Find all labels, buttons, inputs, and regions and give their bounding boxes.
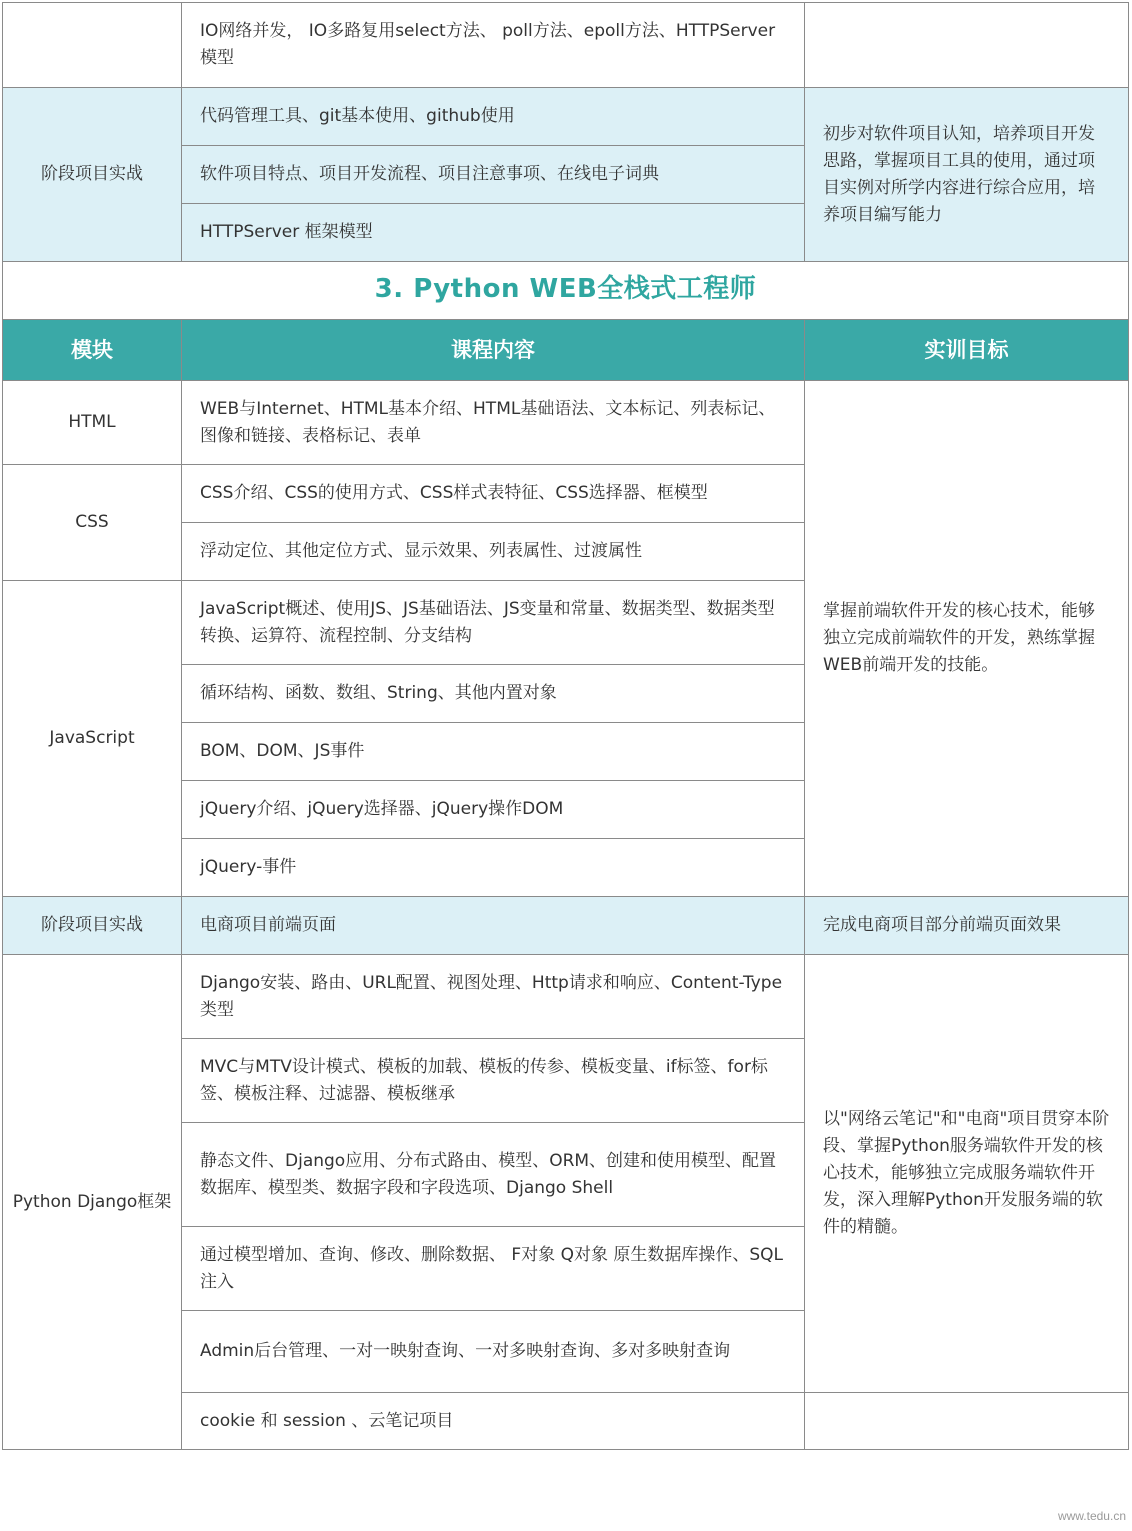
section-title-cell — [3, 262, 1129, 320]
content-cell: 浮动定位、其他定位方式、显示效果、列表属性、过渡属性 — [182, 523, 805, 581]
section-title-row — [3, 262, 1129, 320]
module-cell: CSS — [3, 465, 182, 581]
content-cell: 循环结构、函数、数组、String、其他内置对象 — [182, 665, 805, 723]
goal-cell — [805, 3, 1129, 88]
content-cell: 通过模型增加、查询、修改、删除数据、 F对象 Q对象 原生数据库操作、SQL注入 — [182, 1227, 805, 1311]
content-cell: cookie 和 session 、云笔记项目 — [182, 1393, 805, 1450]
content-cell: JavaScript概述、使用JS、JS基础语法、JS变量和常量、数据类型、数据类型转换、运算符、流程控制、分支结构 — [182, 581, 805, 665]
module-cell: 阶段项目实战 — [3, 897, 182, 955]
goal-cell — [805, 1393, 1129, 1450]
content-cell: MVC与MTV设计模式、模板的加载、模板的传参、模板变量、if标签、for标签、模板注释、过滤器、模板继承 — [182, 1039, 805, 1123]
goal-cell: 完成电商项目部分前端页面效果 — [805, 897, 1129, 955]
header-goal: 实训目标 — [805, 320, 1129, 381]
content-cell: CSS介绍、CSS的使用方式、CSS样式表特征、CSS选择器、框模型 — [182, 465, 805, 523]
section-title: 3. Python WEB全栈式工程师 — [374, 273, 757, 304]
content-cell: 电商项目前端页面 — [182, 897, 805, 955]
table-row — [3, 88, 1129, 146]
module-cell: HTML — [3, 381, 182, 465]
content-cell: 代码管理工具、git基本使用、github使用 — [182, 88, 805, 146]
table-row — [3, 381, 1129, 465]
header-row — [3, 320, 1129, 381]
content-cell: 静态文件、Django应用、分布式路由、模型、ORM、创建和使用模型、配置数据库、模型类、数据字段和字段选项、Django Shell — [182, 1123, 805, 1227]
header-module: 模块 — [3, 320, 182, 381]
module-cell: Python Django框架 — [3, 955, 182, 1450]
content-cell: Admin后台管理、一对一映射查询、一对多映射查询、多对多映射查询 — [182, 1311, 805, 1393]
watermark: www.tedu.cn — [1057, 1509, 1126, 1523]
content-cell: HTTPServer 框架模型 — [182, 204, 805, 262]
content-cell: 软件项目特点、项目开发流程、项目注意事项、在线电子词典 — [182, 146, 805, 204]
table-row — [3, 955, 1129, 1039]
module-cell: JavaScript — [3, 581, 182, 897]
module-cell — [3, 3, 182, 88]
module-cell: 阶段项目实战 — [3, 88, 182, 262]
header-content: 课程内容 — [182, 320, 805, 381]
content-cell: IO网络并发， IO多路复用select方法、 poll方法、epoll方法、HTTPServer模型 — [182, 3, 805, 88]
content-cell: jQuery-事件 — [182, 839, 805, 897]
goal-cell: 掌握前端软件开发的核心技术，能够独立完成前端软件的开发，熟练掌握WEB前端开发的技能。 — [805, 381, 1129, 897]
goal-cell: 初步对软件项目认知，培养项目开发思路，掌握项目工具的使用，通过项目实例对所学内容进行综合应用，培养项目编写能力 — [805, 88, 1129, 262]
course-table — [2, 2, 1129, 1450]
content-cell: BOM、DOM、JS事件 — [182, 723, 805, 781]
goal-cell: 以"网络云笔记"和"电商"项目贯穿本阶段、掌握Python服务端软件开发的核心技术，能够独立完成服务端软件开发，深入理解Python开发服务端的软件的精髓。 — [805, 955, 1129, 1393]
table-row — [3, 897, 1129, 955]
content-cell: Django安装、路由、URL配置、视图处理、Http请求和响应、Content-Type类型 — [182, 955, 805, 1039]
content-cell: WEB与Internet、HTML基本介绍、HTML基础语法、文本标记、列表标记、图像和链接、表格标记、表单 — [182, 381, 805, 465]
table-row — [3, 3, 1129, 88]
content-cell: jQuery介绍、jQuery选择器、jQuery操作DOM — [182, 781, 805, 839]
